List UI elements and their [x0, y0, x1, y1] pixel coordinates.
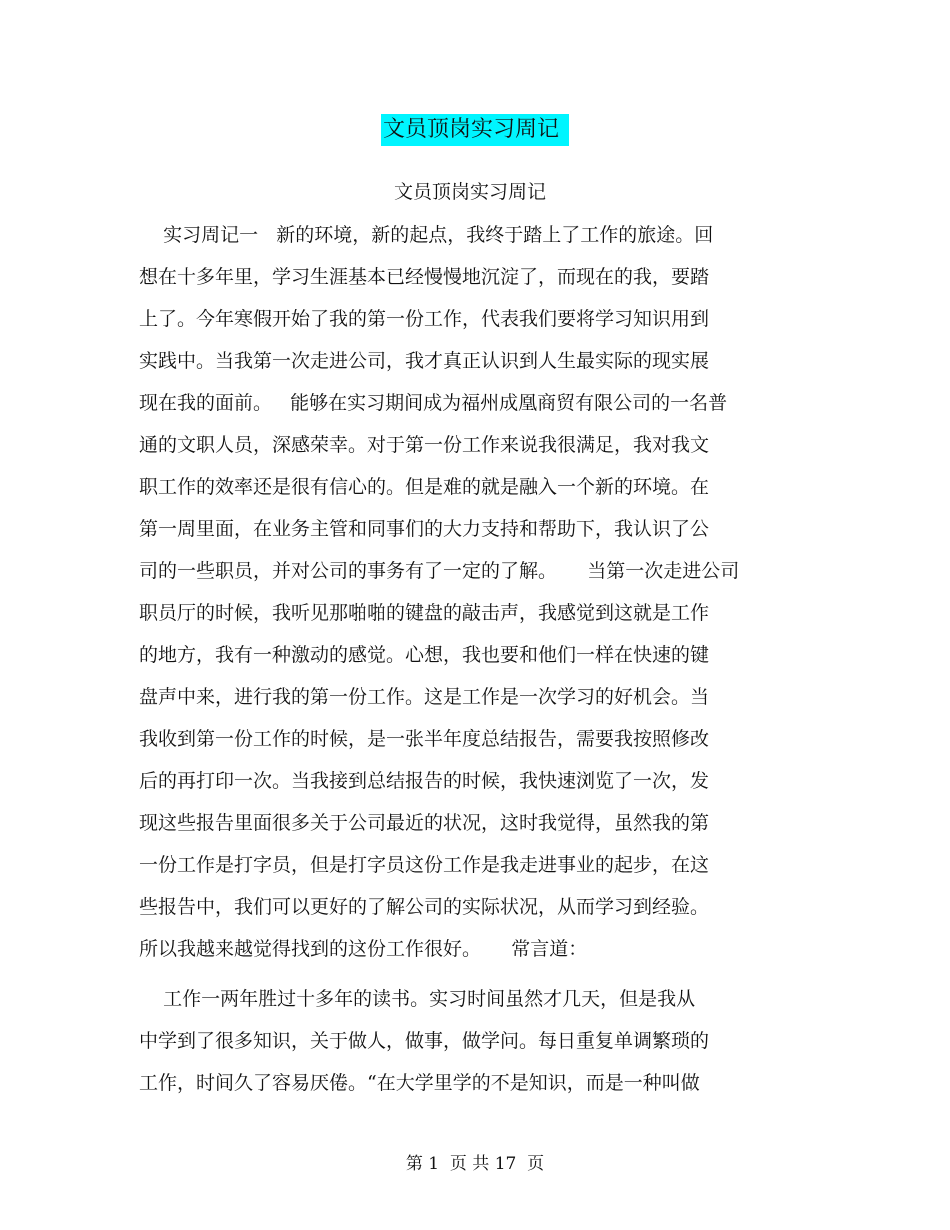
title-container: [0, 114, 950, 146]
body-line: 实践中。当我第一次走进公司，我才真正认识到人生最实际的现实展: [139, 350, 710, 372]
body-line: 现在我的面前。 能够在实习期间成为福州成凰商贸有限公司的一名普: [139, 392, 728, 414]
body-line: 所以我越来越觉得找到的这份工作很好。 常言道：: [139, 938, 588, 960]
body-line: 现这些报告里面很多关于公司最近的状况，这时我觉得，虽然我的第: [139, 812, 710, 834]
body-line: 上了。今年寒假开始了我的第一份工作，代表我们要将学习知识用到: [139, 308, 710, 330]
body-line: 司的一些职员，并对公司的事务有了一定的了解。 当第一次走进公司: [139, 560, 740, 582]
body-line: 一份工作是打字员，但是打字员这份工作是我走进事业的起步，在这: [139, 854, 710, 876]
page-footer: 第 1 页 共 17 页: [405, 1154, 545, 1174]
document-subtitle: 文员顶岗实习周记: [393, 181, 546, 203]
body-line: 中学到了很多知识，关于做人，做事，做学问。每日重复单调繁琐的: [139, 1030, 710, 1052]
body-line: 我收到第一份工作的时候，是一张半年度总结报告，需要我按照修改: [139, 728, 710, 750]
body-line: 第一周里面，在业务主管和同事们的大力支持和帮助下，我认识了公: [139, 518, 710, 540]
body-line: 的地方，我有一种激动的感觉。心想，我也要和他们一样在快速的键: [139, 644, 710, 666]
body-line: 工作，时间久了容易厌倦。“在大学里学的不是知识，而是一种叫做: [139, 1072, 700, 1094]
body-line: 些报告中，我们可以更好的了解公司的实际状况，从而学习到经验。: [139, 896, 710, 918]
body-line: 工作一两年胜过十多年的读书。实习时间虽然才几天，但是我从: [139, 988, 696, 1010]
body-line: 通的文职人员，深感荣幸。对于第一份工作来说我很满足，我对我文: [139, 434, 710, 456]
document-title: 文员顶岗实习周记: [381, 114, 569, 146]
body-line: 盘声中来，进行我的第一份工作。这是工作是一次学习的好机会。当: [139, 686, 710, 708]
body-line: 实习周记一 新的环境，新的起点，我终于踏上了工作的旅途。回: [139, 224, 714, 246]
body-line: 职员厅的时候，我听见那啪啪的键盘的敲击声，我感觉到这就是工作: [139, 602, 710, 624]
body-line: 后的再打印一次。当我接到总结报告的时候，我快速浏览了一次，发: [139, 770, 710, 792]
body-line: 想在十多年里，学习生涯基本已经慢慢地沉淀了，而现在的我，要踏: [139, 266, 710, 288]
body-line: 职工作的效率还是很有信心的。但是难的就是融入一个新的环境。在: [139, 476, 710, 498]
